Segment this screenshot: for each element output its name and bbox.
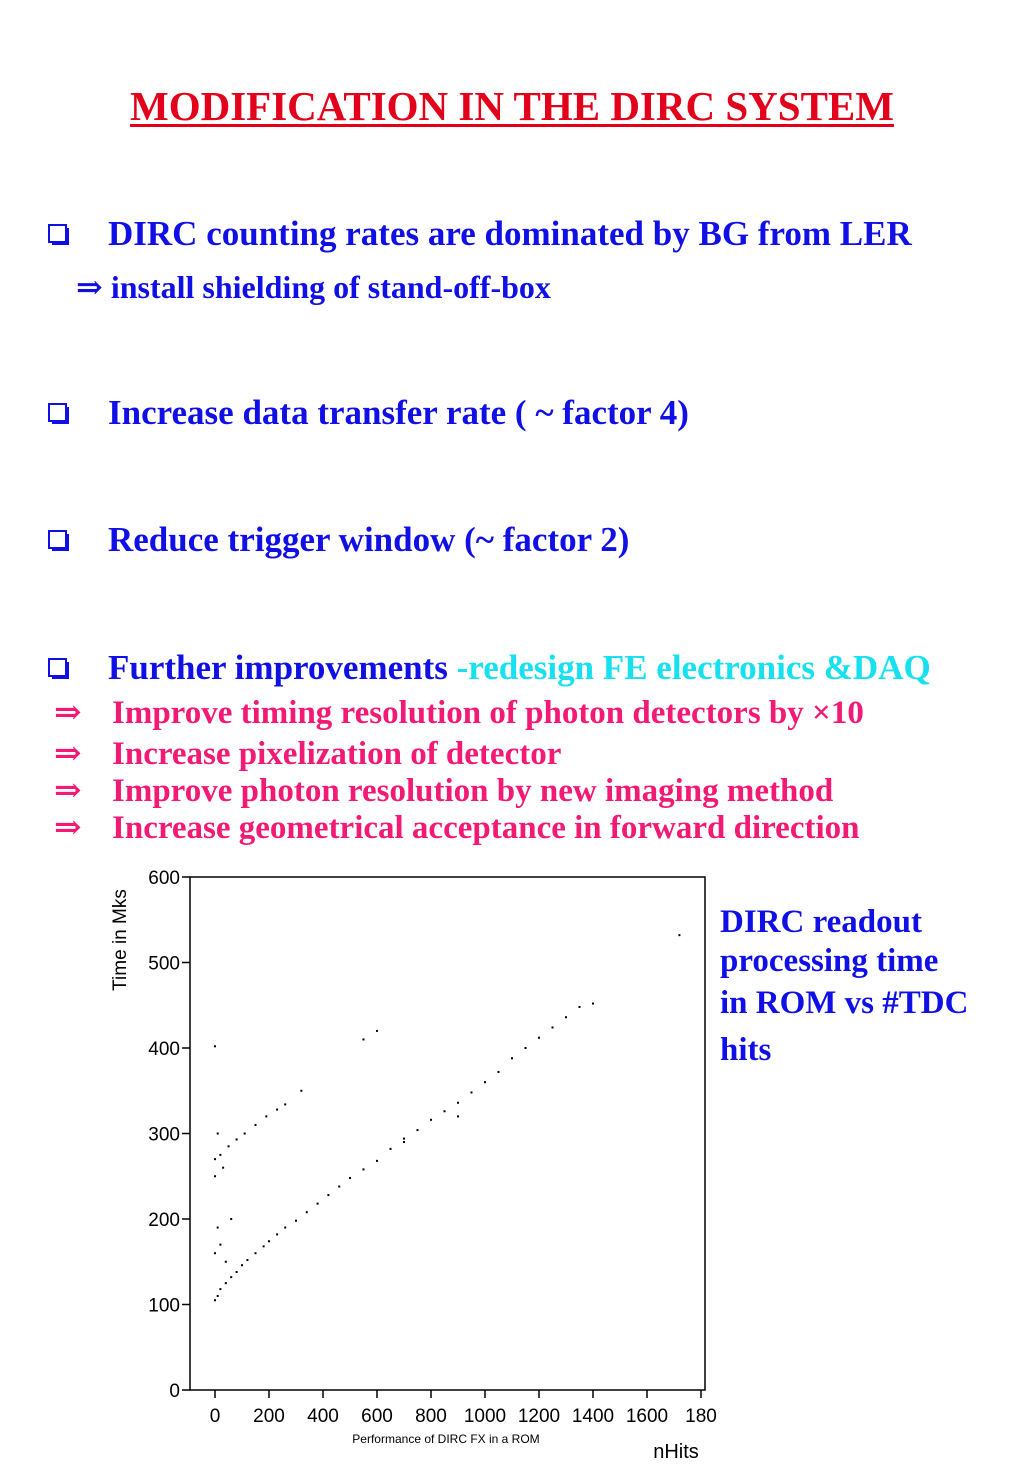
- x-axis-label: nHits: [653, 1441, 699, 1463]
- scatter-point: [376, 1030, 378, 1032]
- scatter-point: [246, 1259, 248, 1261]
- x-tick-label: 400: [307, 1406, 339, 1427]
- scatter-point: [236, 1138, 238, 1140]
- scatter-point: [300, 1090, 302, 1092]
- scatter-point: [444, 1110, 446, 1112]
- improvement-3: ⇒ Improve photon resolution by new imaging method: [54, 770, 833, 810]
- scatter-point: [222, 1167, 224, 1169]
- scatter-point: [241, 1264, 243, 1266]
- y-axis-label: Time in Mks: [110, 889, 131, 991]
- scatter-point: [376, 1160, 378, 1162]
- scatter-point: [284, 1103, 286, 1105]
- scatter-point: [265, 1115, 267, 1117]
- scatter-point: [390, 1148, 392, 1150]
- scatter-point: [363, 1038, 365, 1040]
- caption-line-4: hits: [720, 1032, 772, 1068]
- improvement-4: ⇒ Increase geometrical acceptance in forward direction: [54, 807, 859, 847]
- plot-frame: [190, 877, 705, 1390]
- scatter-point: [579, 1006, 581, 1008]
- x-tick-label: 1600: [625, 1406, 669, 1427]
- y-tick-label: 0: [169, 1381, 180, 1402]
- item-4-label: Further improvements: [108, 648, 457, 687]
- scatter-point: [219, 1154, 221, 1156]
- item-1-text: DIRC counting rates are dominated by BG from LER: [108, 214, 912, 253]
- x-tick-label: 180: [685, 1406, 717, 1427]
- implies-arrow-icon: ⇒: [54, 773, 82, 809]
- scatter-point: [317, 1203, 319, 1205]
- scatter-point: [214, 1158, 216, 1160]
- scatter-point: [552, 1026, 554, 1028]
- scatter-point: [498, 1071, 500, 1073]
- scatter-point: [244, 1133, 246, 1135]
- scatter-point: [217, 1133, 219, 1135]
- x-tick-label: 800: [415, 1406, 447, 1427]
- scatter-point: [484, 1081, 486, 1083]
- scatter-point: [403, 1141, 405, 1143]
- scatter-point: [276, 1109, 278, 1111]
- implies-arrow-icon: ⇒: [54, 695, 82, 731]
- item-1-sub-text: install shielding of stand-off-box: [110, 269, 551, 305]
- scatter-point: [403, 1138, 405, 1140]
- caption-line-2: processing time: [720, 943, 939, 979]
- scatter-point: [268, 1240, 270, 1242]
- scatter-point: [363, 1168, 365, 1170]
- scatter-point: [255, 1252, 257, 1254]
- scatter-point: [538, 1037, 540, 1039]
- x-tick-label: 600: [361, 1406, 393, 1427]
- scatter-point: [217, 1227, 219, 1229]
- scatter-point: [214, 1299, 216, 1301]
- scatter-point: [214, 1252, 216, 1254]
- x-tick-label: 1200: [517, 1406, 561, 1427]
- scatter-point: [214, 1045, 216, 1047]
- scatter-point: [565, 1016, 567, 1018]
- scatter-point: [457, 1115, 459, 1117]
- caption-line-1: DIRC readout: [720, 904, 922, 940]
- scatter-point: [327, 1194, 329, 1196]
- scatter-point: [214, 1175, 216, 1177]
- y-tick-label: 200: [148, 1210, 180, 1231]
- scatter-point: [225, 1261, 227, 1263]
- implies-arrow-icon: ⇒: [76, 269, 103, 305]
- scatter-point: [417, 1129, 419, 1131]
- scatter-point: [349, 1177, 351, 1179]
- scatter-point: [430, 1119, 432, 1121]
- y-tick-label: 500: [148, 953, 180, 975]
- scatter-point: [255, 1124, 257, 1126]
- scatter-point: [276, 1233, 278, 1235]
- item-2-text: Increase data transfer rate ( ~ factor 4): [108, 393, 689, 432]
- item-4-highlight: -redesign FE electronics &DAQ: [456, 648, 931, 687]
- y-tick-label: 100: [148, 1295, 180, 1317]
- scatter-point: [263, 1245, 265, 1247]
- scatter-point: [225, 1282, 227, 1284]
- x-tick-label: 1000: [463, 1406, 507, 1427]
- scatter-point: [219, 1244, 221, 1246]
- improvement-2: ⇒ Increase pixelization of detector: [54, 733, 561, 773]
- scatter-point: [295, 1220, 297, 1222]
- y-tick-label: 600: [148, 868, 180, 889]
- scatter-point: [217, 1295, 219, 1297]
- scatter-point: [678, 934, 680, 936]
- chart-footer: Performance of DIRC FX in a ROM: [352, 1432, 540, 1446]
- scatter-point: [306, 1211, 308, 1213]
- scatter-point: [236, 1271, 238, 1273]
- y-tick-label: 400: [148, 1039, 180, 1060]
- scatter-point: [230, 1276, 232, 1278]
- scatter-point: [592, 1003, 594, 1005]
- item-3-text: Reduce trigger window (~ factor 2): [108, 520, 630, 559]
- scatter-point: [471, 1091, 473, 1093]
- x-tick-label: 0: [209, 1406, 221, 1427]
- scatter-point: [230, 1218, 232, 1220]
- scatter-point: [457, 1102, 459, 1104]
- x-tick-label: 1400: [571, 1406, 615, 1427]
- scatter-point: [219, 1288, 221, 1290]
- scatter-point: [511, 1057, 513, 1059]
- implies-arrow-icon: ⇒: [54, 810, 82, 846]
- y-tick-label: 300: [148, 1124, 180, 1146]
- scatter-point: [284, 1227, 286, 1229]
- page-title: MODIFICATION IN THE DIRC SYSTEM: [130, 83, 894, 129]
- improvement-1: ⇒ Improve timing resolution of photon detectors by ×10: [54, 692, 864, 732]
- caption-line-3: in ROM vs #TDC: [720, 985, 969, 1021]
- scatter-point: [338, 1186, 340, 1188]
- implies-arrow-icon: ⇒: [54, 736, 82, 772]
- x-tick-label: 200: [253, 1406, 285, 1427]
- scatter-point: [228, 1145, 230, 1147]
- scatter-point: [525, 1047, 527, 1049]
